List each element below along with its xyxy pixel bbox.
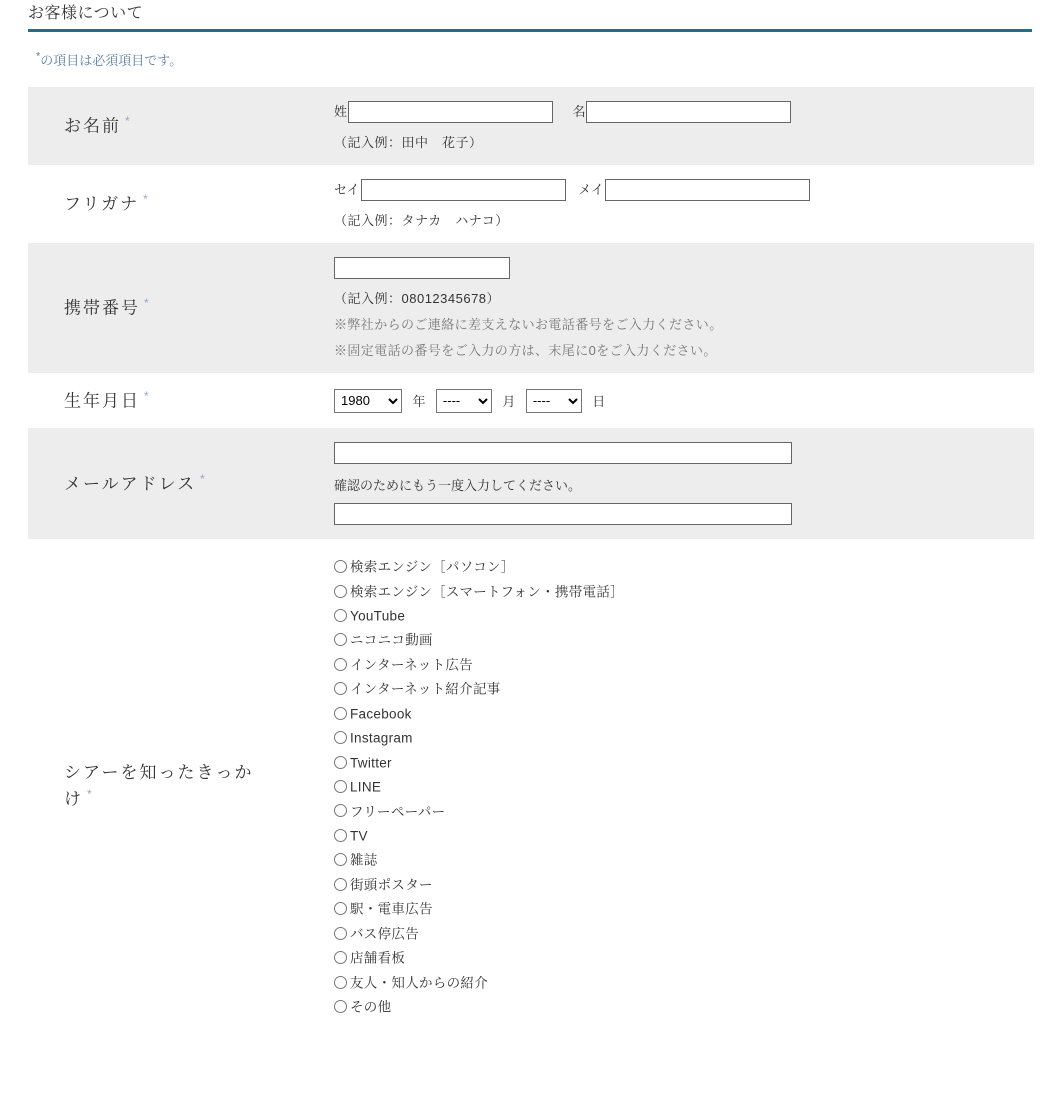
first-name-input[interactable]: [586, 101, 791, 123]
list-item[interactable]: [334, 726, 1034, 750]
field-birthday: [334, 373, 1034, 428]
mobile-note-1: ※弊社からのご連絡に差支えないお電話番号をご入力ください。: [334, 317, 723, 332]
last-name-label: 姓: [334, 104, 348, 120]
label-mobile: [28, 243, 334, 373]
source-option-label: その他: [350, 999, 392, 1015]
source-radio[interactable]: [334, 804, 347, 817]
field-mobile: [334, 243, 1034, 373]
list-item[interactable]: [334, 873, 1034, 897]
label-birthday: [28, 373, 334, 428]
birth-day-select[interactable]: [526, 389, 582, 413]
list-item[interactable]: [334, 971, 1034, 995]
list-item[interactable]: [334, 580, 1034, 604]
list-item[interactable]: [334, 653, 1034, 677]
source-radio[interactable]: [334, 560, 347, 573]
section-title: お客様について: [28, 5, 144, 22]
birthday-required-icon: *: [144, 389, 151, 403]
source-option-label: 駅・電車広告: [350, 901, 433, 917]
list-item[interactable]: [334, 800, 1034, 824]
source-radio[interactable]: [334, 682, 347, 695]
birth-day-unit: 日: [592, 394, 606, 410]
label-name: [28, 87, 334, 165]
label-source-line2: け: [64, 790, 83, 810]
source-option-label: Twitter: [350, 755, 392, 771]
source-radio[interactable]: [334, 780, 347, 793]
list-item[interactable]: [334, 604, 1034, 628]
email-required-icon: *: [200, 472, 207, 487]
source-option-label: ニコニコ動画: [350, 632, 433, 648]
customer-info-table: [28, 87, 1034, 1033]
source-required-icon: *: [87, 787, 94, 802]
label-source-line1: シアーを知ったきっか: [64, 762, 254, 782]
label-mobile-text: 携帯番号: [64, 299, 140, 319]
kana-first-input[interactable]: [605, 179, 810, 201]
field-email: [334, 428, 1034, 539]
list-item[interactable]: [334, 824, 1034, 848]
required-fields-note: [0, 32, 1060, 87]
source-radio[interactable]: [334, 927, 347, 940]
source-option-label: LINE: [350, 779, 382, 795]
source-option-label: 検索エンジン［パソコン］: [350, 559, 515, 575]
source-radio[interactable]: [334, 853, 347, 866]
source-radio[interactable]: [334, 951, 347, 964]
source-option-label: 雑誌: [350, 852, 378, 868]
list-item[interactable]: [334, 677, 1034, 701]
birth-month-select[interactable]: [436, 389, 492, 413]
source-option-label: バス停広告: [350, 926, 419, 942]
source-option-label: 街頭ポスター: [350, 877, 433, 893]
list-item[interactable]: [334, 922, 1034, 946]
field-source: [334, 539, 1034, 1033]
source-option-label: 店舗看板: [350, 950, 406, 966]
source-option-label: フリーペーパー: [350, 803, 446, 819]
kana-last-label: セイ: [334, 182, 360, 198]
source-radio[interactable]: [334, 1000, 347, 1013]
birthday-selects-row: [334, 389, 1034, 413]
list-item[interactable]: [334, 995, 1034, 1019]
kana-last-input[interactable]: [361, 179, 566, 201]
label-birthday-text: 生年月日: [64, 391, 140, 411]
email-confirm-input[interactable]: [334, 503, 792, 525]
source-option-label: YouTube: [350, 608, 406, 624]
source-radio[interactable]: [334, 902, 347, 915]
label-email: [28, 428, 334, 539]
list-item[interactable]: [334, 751, 1034, 775]
source-radio[interactable]: [334, 633, 347, 646]
source-option-label: インターネット広告: [350, 657, 473, 673]
source-radio[interactable]: [334, 585, 347, 598]
source-option-label: インターネット紹介記事: [350, 681, 501, 697]
mobile-hint: （記入例：08012345678）: [334, 291, 501, 306]
source-radio-group: [334, 553, 1034, 1019]
source-radio[interactable]: [334, 878, 347, 891]
list-item[interactable]: [334, 848, 1034, 872]
field-kana: [334, 165, 1034, 243]
label-source: [28, 539, 334, 1033]
kana-required-icon: *: [143, 192, 150, 207]
birth-month-unit: 月: [502, 394, 516, 410]
name-hint: （記入例：田中 花子）: [334, 135, 483, 150]
source-radio[interactable]: [334, 731, 347, 744]
mobile-input[interactable]: [334, 257, 510, 279]
list-item[interactable]: [334, 897, 1034, 921]
table-row-email: [28, 428, 1034, 539]
label-name-text: お名前: [64, 117, 121, 137]
email-input[interactable]: [334, 442, 792, 464]
name-inputs-row: [334, 101, 1034, 123]
source-option-label: 友人・知人からの紹介: [350, 975, 488, 991]
last-name-input[interactable]: [348, 101, 553, 123]
birth-year-select[interactable]: [334, 389, 402, 413]
source-option-label: TV: [350, 828, 368, 844]
kana-hint: （記入例：タナカ ハナコ）: [334, 213, 509, 228]
source-radio[interactable]: [334, 976, 347, 989]
list-item[interactable]: [334, 702, 1034, 726]
table-row-mobile: [28, 243, 1034, 373]
list-item[interactable]: [334, 775, 1034, 799]
label-email-text: メールアドレス: [64, 474, 197, 494]
birth-year-unit: 年: [412, 394, 426, 410]
table-row-name: [28, 87, 1034, 165]
required-note-text: の項目は必須項目です。: [40, 53, 183, 68]
table-row-birthday: [28, 373, 1034, 428]
label-kana-text: フリガナ: [64, 195, 140, 215]
table-row-kana: [28, 165, 1034, 243]
mobile-note-2: ※固定電話の番号をご入力の方は、末尾に0をご入力ください。: [334, 343, 717, 358]
source-radio[interactable]: [334, 707, 347, 720]
source-radio[interactable]: [334, 609, 347, 622]
source-radio[interactable]: [334, 829, 347, 842]
list-item[interactable]: [334, 946, 1034, 970]
source-radio[interactable]: [334, 658, 347, 671]
source-radio[interactable]: [334, 756, 347, 769]
mobile-required-icon: *: [144, 296, 151, 311]
email-confirm-text: 確認のためにもう一度入力してください。: [334, 478, 582, 494]
label-kana: [28, 165, 334, 243]
source-option-label: 検索エンジン［スマートフォン・携帯電話］: [350, 584, 624, 600]
source-option-label: Instagram: [350, 730, 413, 746]
kana-first-label: メイ: [578, 182, 604, 198]
first-name-label: 名: [572, 104, 586, 120]
table-row-source: [28, 539, 1034, 1033]
field-name: [334, 87, 1034, 165]
name-required-icon: *: [125, 114, 132, 129]
required-asterisk-icon: *: [36, 50, 41, 63]
list-item[interactable]: [334, 555, 1034, 579]
source-option-label: Facebook: [350, 706, 412, 722]
list-item[interactable]: [334, 628, 1034, 652]
kana-inputs-row: [334, 179, 1034, 201]
